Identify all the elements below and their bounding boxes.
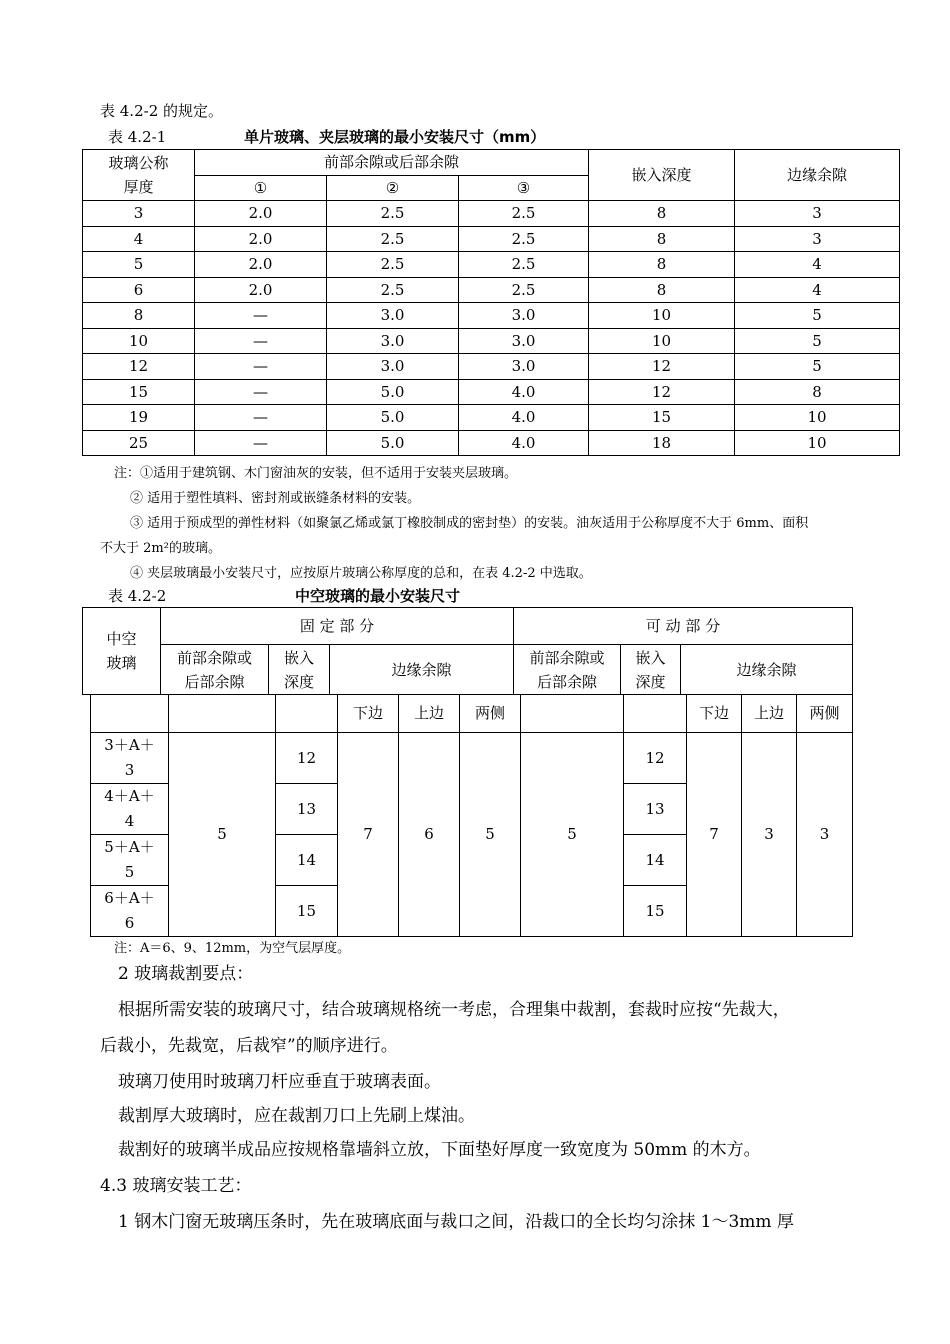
cell: 5 bbox=[735, 303, 900, 329]
intro-line: 表 4.2-2 的规定。 bbox=[100, 102, 224, 120]
t2-movable-gap-value: 5 bbox=[521, 733, 624, 937]
t2-header-fixed-embed: 嵌入 深度 bbox=[269, 645, 330, 695]
cell: 5 bbox=[735, 354, 900, 380]
t1-header-embed-depth: 嵌入深度 bbox=[589, 150, 735, 201]
table2-header bbox=[82, 607, 853, 695]
table1-note-1: 注：①适用于建筑钢、木门窗油灰的安装，但不适用于安装夹层玻璃。 bbox=[114, 466, 518, 481]
t1-header-edge-gap: 边缘余隙 bbox=[735, 150, 900, 201]
t2-fixed-bottom-header: 下边 bbox=[338, 695, 399, 733]
cell: 4 bbox=[735, 252, 900, 278]
cell: 10 bbox=[589, 303, 735, 329]
table1-note-2: ② 适用于塑性填料、密封剂或嵌缝条材料的安装。 bbox=[130, 491, 421, 506]
t2-blank bbox=[169, 695, 276, 733]
cell: 3.0 bbox=[459, 328, 589, 354]
t2-spec-cell: 3＋A＋ 3 bbox=[91, 733, 169, 784]
t2-movable-embed-value: 12 bbox=[624, 733, 687, 784]
cell: — bbox=[195, 430, 327, 456]
table1 bbox=[82, 149, 900, 456]
t2-fixed-embed-value: 15 bbox=[276, 886, 338, 937]
cell: 3 bbox=[83, 201, 195, 227]
t2-spec-cell: 5＋A＋ 5 bbox=[91, 835, 169, 886]
cell: 2.5 bbox=[459, 226, 589, 252]
table-row bbox=[83, 379, 900, 405]
table-row bbox=[83, 277, 900, 303]
cell: 12 bbox=[589, 354, 735, 380]
cell: 25 bbox=[83, 430, 195, 456]
table1-note-3: ③ 适用于预成型的弹性材料（如聚氯乙烯或氯丁橡胶制成的密封垫）的安装。油灰适用于公称厚度不大于 6mm、面积 bbox=[130, 516, 809, 531]
t2-movable-sides-header: 两侧 bbox=[797, 695, 853, 733]
cell: 2.5 bbox=[459, 201, 589, 227]
t2-spec-cell: 4＋A＋ 4 bbox=[91, 784, 169, 835]
cell: 19 bbox=[83, 405, 195, 431]
t2-fixed-bottom-value: 7 bbox=[338, 733, 399, 937]
cell: 5 bbox=[83, 252, 195, 278]
t2-blank bbox=[91, 695, 169, 733]
cell: 3.0 bbox=[459, 303, 589, 329]
cell: 2.5 bbox=[327, 252, 459, 278]
table-row bbox=[83, 201, 900, 227]
t2-header-movable-gap: 前部余隙或 后部余隙 bbox=[514, 645, 621, 695]
cell: 5.0 bbox=[327, 430, 459, 456]
cell: 8 bbox=[589, 252, 735, 278]
t2-fixed-embed-value: 13 bbox=[276, 784, 338, 835]
t2-movable-embed-value: 15 bbox=[624, 886, 687, 937]
cell: 3.0 bbox=[327, 354, 459, 380]
table-row bbox=[83, 354, 900, 380]
cell: 8 bbox=[589, 277, 735, 303]
table1-label: 表 4.2-1 bbox=[108, 128, 167, 146]
cell: 8 bbox=[735, 379, 900, 405]
section-heading-cutting: 2 玻璃裁割要点： bbox=[118, 964, 254, 984]
table-row bbox=[91, 733, 853, 784]
t2-header-movable-embed: 嵌入 深度 bbox=[621, 645, 681, 695]
cell: 2.0 bbox=[195, 277, 327, 303]
t2-blank bbox=[624, 695, 687, 733]
t1-sub-3: ③ bbox=[459, 175, 589, 201]
paragraph: 后裁小，先裁宽，后裁窄”的顺序进行。 bbox=[100, 1036, 398, 1056]
paragraph: 1 钢木门窗无玻璃压条时，先在玻璃底面与裁口之间，沿裁口的全长均匀涂抹 1～3mm 厚 bbox=[118, 1212, 794, 1232]
cell: 4 bbox=[83, 226, 195, 252]
cell: — bbox=[195, 303, 327, 329]
cell: 4.0 bbox=[459, 430, 589, 456]
t2-header-movable: 可 动 部 分 bbox=[514, 608, 853, 645]
t2-movable-bottom-value: 7 bbox=[687, 733, 742, 937]
cell: 2.0 bbox=[195, 252, 327, 278]
cell: — bbox=[195, 354, 327, 380]
t2-fixed-embed-value: 14 bbox=[276, 835, 338, 886]
table-row bbox=[83, 252, 900, 278]
cell: 10 bbox=[589, 328, 735, 354]
cell: 2.5 bbox=[327, 277, 459, 303]
cell: 4 bbox=[735, 277, 900, 303]
cell: 3.0 bbox=[459, 354, 589, 380]
t2-blank bbox=[521, 695, 624, 733]
table1-note-3-cont: 不大于 2m²的玻璃。 bbox=[100, 541, 221, 556]
cell: 18 bbox=[589, 430, 735, 456]
cell: 8 bbox=[589, 226, 735, 252]
t2-blank bbox=[276, 695, 338, 733]
cell: 5.0 bbox=[327, 379, 459, 405]
t1-header-front-back-gap: 前部余隙或后部余隙 bbox=[195, 150, 589, 176]
paragraph: 玻璃刀使用时玻璃刀杆应垂直于玻璃表面。 bbox=[118, 1072, 441, 1092]
cell: 2.0 bbox=[195, 201, 327, 227]
cell: 2.5 bbox=[459, 277, 589, 303]
paragraph: 裁割厚大玻璃时，应在裁割刀口上先刷上煤油。 bbox=[118, 1106, 475, 1126]
t2-fixed-top-header: 上边 bbox=[399, 695, 460, 733]
t2-fixed-top-value: 6 bbox=[399, 733, 460, 937]
table-row bbox=[83, 303, 900, 329]
t2-fixed-sides-header: 两侧 bbox=[460, 695, 521, 733]
t1-header-thickness: 玻璃公称 厚度 bbox=[83, 150, 195, 201]
paragraph: 裁割好的玻璃半成品应按规格靠墙斜立放，下面垫好厚度一致宽度为 50mm 的木方。 bbox=[118, 1140, 761, 1160]
cell: 2.5 bbox=[459, 252, 589, 278]
cell: 6 bbox=[83, 277, 195, 303]
t2-header-fixed-gap: 前部余隙或 后部余隙 bbox=[161, 645, 269, 695]
table2-label: 表 4.2-2 bbox=[108, 587, 167, 605]
cell: — bbox=[195, 405, 327, 431]
t2-header-fixed: 固 定 部 分 bbox=[161, 608, 514, 645]
t2-movable-embed-value: 14 bbox=[624, 835, 687, 886]
cell: 3.0 bbox=[327, 303, 459, 329]
t2-movable-sides-value: 3 bbox=[797, 733, 853, 937]
cell: 10 bbox=[735, 430, 900, 456]
t2-fixed-sides-value: 5 bbox=[460, 733, 521, 937]
cell: 3 bbox=[735, 226, 900, 252]
cell: 8 bbox=[589, 201, 735, 227]
cell: 15 bbox=[83, 379, 195, 405]
cell: 5.0 bbox=[327, 405, 459, 431]
table-row bbox=[83, 405, 900, 431]
t2-header-fixed-edge: 边缘余隙 bbox=[330, 645, 514, 695]
t2-header-hollow-glass: 中空 玻璃 bbox=[83, 608, 161, 695]
t2-movable-bottom-header: 下边 bbox=[687, 695, 742, 733]
t1-sub-2: ② bbox=[327, 175, 459, 201]
cell: 2.5 bbox=[327, 226, 459, 252]
paragraph: 根据所需安装的玻璃尺寸，结合玻璃规格统一考虑，合理集中裁割，套裁时应按“先裁大， bbox=[118, 1000, 790, 1020]
table1-title: 单片玻璃、夹层玻璃的最小安装尺寸（mm） bbox=[244, 128, 546, 146]
table2-note: 注：A＝6、9、12mm，为空气层厚度。 bbox=[114, 941, 351, 956]
cell: 5 bbox=[735, 328, 900, 354]
table-row bbox=[83, 226, 900, 252]
cell: 10 bbox=[83, 328, 195, 354]
t2-movable-top-header: 上边 bbox=[742, 695, 797, 733]
cell: 12 bbox=[83, 354, 195, 380]
table1-note-4: ④ 夹层玻璃最小安装尺寸，应按原片玻璃公称厚度的总和，在表 4.2-2 中选取。 bbox=[130, 566, 592, 581]
cell: 2.0 bbox=[195, 226, 327, 252]
cell: 8 bbox=[83, 303, 195, 329]
cell: 15 bbox=[589, 405, 735, 431]
cell: 4.0 bbox=[459, 405, 589, 431]
section-heading-install: 4.3 玻璃安装工艺： bbox=[100, 1176, 252, 1196]
table-row bbox=[83, 430, 900, 456]
t2-movable-embed-value: 13 bbox=[624, 784, 687, 835]
cell: 10 bbox=[735, 405, 900, 431]
table2-title: 中空玻璃的最小安装尺寸 bbox=[295, 587, 461, 605]
cell: — bbox=[195, 379, 327, 405]
t2-header-movable-edge: 边缘余隙 bbox=[681, 645, 853, 695]
t2-movable-top-value: 3 bbox=[742, 733, 797, 937]
t2-fixed-embed-value: 12 bbox=[276, 733, 338, 784]
cell: 2.5 bbox=[327, 201, 459, 227]
cell: 3 bbox=[735, 201, 900, 227]
cell: 4.0 bbox=[459, 379, 589, 405]
cell: 12 bbox=[589, 379, 735, 405]
t2-spec-cell: 6＋A＋ 6 bbox=[91, 886, 169, 937]
table2-body bbox=[90, 694, 853, 937]
cell: — bbox=[195, 328, 327, 354]
t2-fixed-gap-value: 5 bbox=[169, 733, 276, 937]
table-row bbox=[83, 328, 900, 354]
cell: 3.0 bbox=[327, 328, 459, 354]
t1-sub-1: ① bbox=[195, 175, 327, 201]
